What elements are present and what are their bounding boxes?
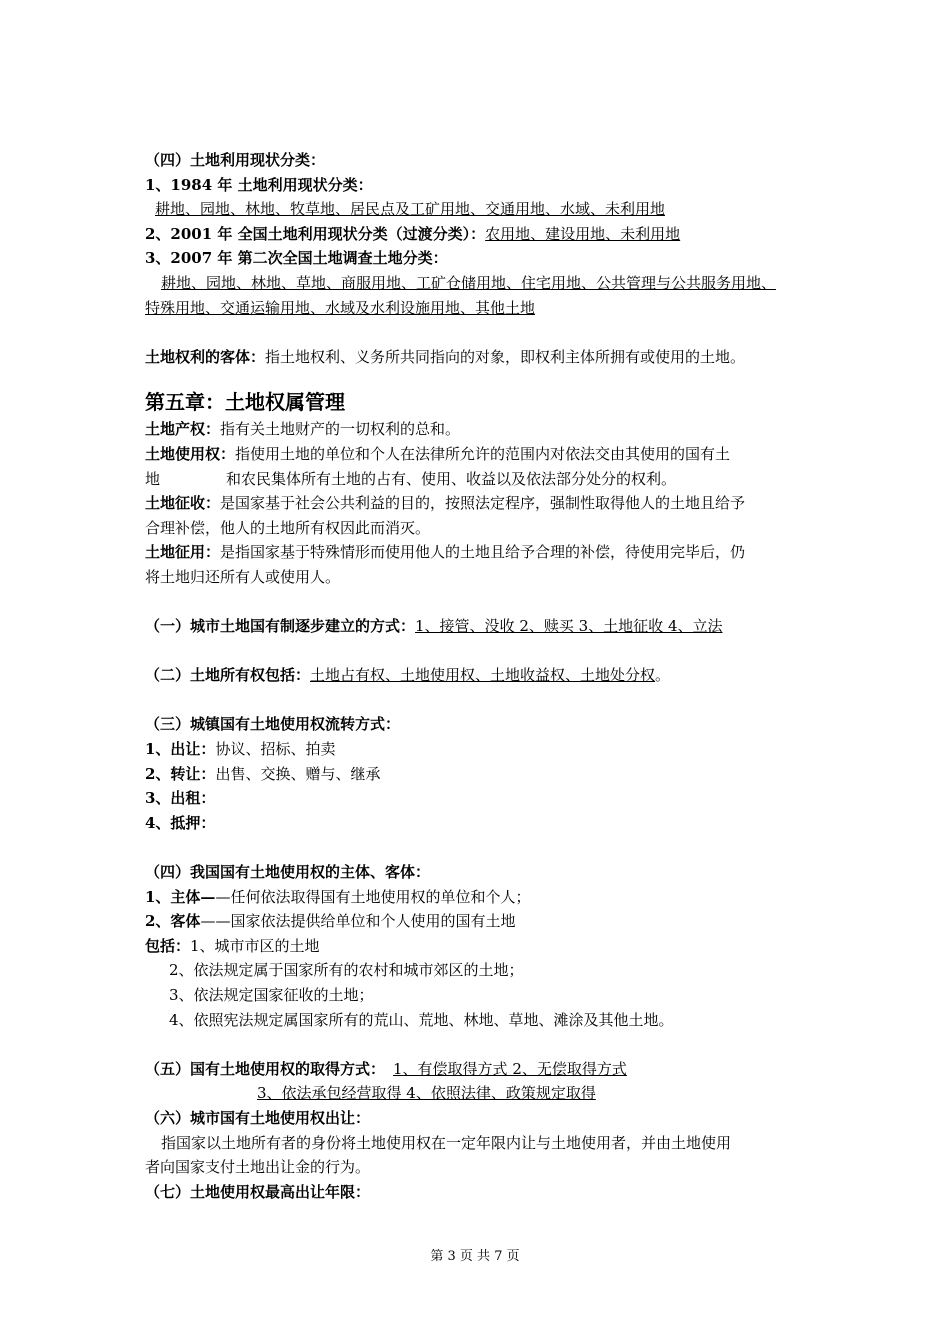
definition-text: 是国家基于社会公共利益的目的，按照法定程序，强制性取得他人的土地且给予 <box>220 494 746 513</box>
definition-term: 土地征收： <box>145 494 221 513</box>
definition-text: 将土地归还所有人或使用人。 <box>145 567 341 586</box>
section-answer: 土地占有权、土地使用权、土地收益权、土地处分权 <box>310 666 656 685</box>
classification-2007-heading: 3、2007 年 第二次全国土地调查土地分类： <box>145 249 448 268</box>
list-item-text: 4、依照宪法规定属国家所有的荒山、荒地、林地、草地、滩涂及其他土地。 <box>169 1010 674 1029</box>
list-item-term: 2、转让： <box>145 764 216 783</box>
list-item-text: ——国家依法提供给单位和个人使用的国有土地 <box>200 912 516 931</box>
page-footer: 第 3 页 共 7 页 <box>430 1249 520 1264</box>
section-heading: （三）城镇国有土地使用权流转方式： <box>145 715 401 734</box>
section-heading: （五）国有土地使用权的取得方式： <box>145 1059 386 1078</box>
list-item-term: 1、出让： <box>145 740 216 759</box>
definition-text: 和农民集体所有土地的占有、使用、收益以及依法部分处分的权利。 <box>226 469 677 488</box>
list-item-term: 包括： <box>145 936 191 955</box>
classification-1984-list: 耕地、园地、林地、牧草地、居民点及工矿用地、交通用地、水域、未利用地 <box>155 200 666 219</box>
list-item-term: 4、抵押： <box>145 813 216 832</box>
section-heading: （四）土地利用现状分类： <box>145 151 326 169</box>
page-content <box>145 148 815 1204</box>
section-heading: （六）城市国有土地使用权出让： <box>145 1108 371 1127</box>
definition-term: 土地权利的客体： <box>145 347 266 366</box>
section-heading: （四）我国国有土地使用权的主体、客体： <box>145 863 431 882</box>
list-item-term: 3、出租： <box>145 789 216 808</box>
definition-text: 指土地权利、义务所共同指向的对象，即权利主体所拥有或使用的土地。 <box>265 347 746 366</box>
definition-term: 土地产权： <box>145 420 221 439</box>
section-heading: （一）城市土地国有制逐步建立的方式： <box>145 617 416 636</box>
list-item-text: —任何依法取得国有土地使用权的单位和个人； <box>215 887 531 906</box>
chapter-title: 第五章：土地权属管理 <box>145 390 345 415</box>
definition-text: 指使用土地的单位和个人在法律所允许的范围内对依法交由其使用的国有土 <box>235 444 731 463</box>
definition-text: 合理补偿，他人的土地所有权因此而消灭。 <box>145 518 431 537</box>
list-item-text: 协议、招标、拍卖 <box>215 740 336 759</box>
list-item-text: 出售、交换、赠与、继承 <box>215 764 381 783</box>
classification-2001-list: 农用地、建设用地、未利用地 <box>485 224 681 243</box>
list-item-text: 1、城市市区的土地 <box>190 936 320 955</box>
section-heading: （七）土地使用权最高出让年限： <box>145 1182 371 1201</box>
list-item-term: 2、客体 <box>145 912 201 931</box>
classification-1984-heading: 1、1984 年 土地利用现状分类： <box>145 175 373 194</box>
definition-term: 土地使用权： <box>145 444 236 463</box>
section-answer: 1、有偿取得方式 2、无偿取得方式 <box>393 1059 627 1078</box>
classification-2001-heading: 2、2001 年 全国土地利用现状分类（过渡分类）： <box>145 224 486 243</box>
section-answer-tail: 。 <box>655 666 671 685</box>
classification-2007-list-line2: 特殊用地、交通运输用地、水域及水利设施用地、其他土地 <box>145 298 536 317</box>
section-answer: 3、依法承包经营取得 4、依照法律、政策规定取得 <box>257 1084 596 1103</box>
section-answer: 1、接管、没收 2、赎买 3、土地征收 4、立法 <box>415 617 723 636</box>
list-item-text: 2、依法规定属于国家所有的农村和城市郊区的土地； <box>169 961 524 980</box>
list-item-term: 1、主体— <box>145 887 216 906</box>
definition-text: 指有关土地财产的一切权利的总和。 <box>220 420 461 439</box>
paragraph-text: 者向国家支付土地出让金的行为。 <box>145 1158 371 1177</box>
definition-text: 地 <box>145 469 161 488</box>
list-item-text: 3、依法规定国家征收的土地； <box>169 986 374 1004</box>
classification-2007-list-line1: 耕地、园地、林地、草地、商服用地、工矿仓储用地、住宅用地、公共管理与公共服务用地、 <box>161 273 777 292</box>
section-heading: （二）土地所有权包括： <box>145 666 311 685</box>
definition-term: 土地征用： <box>145 543 221 562</box>
definition-text: 是指国家基于特殊情形而使用他人的土地且给予合理的补偿，待使用完毕后，仍 <box>220 543 746 562</box>
paragraph-text: 指国家以土地所有者的身份将土地使用权在一定年限内让与土地使用者，并由土地使用 <box>161 1133 732 1152</box>
